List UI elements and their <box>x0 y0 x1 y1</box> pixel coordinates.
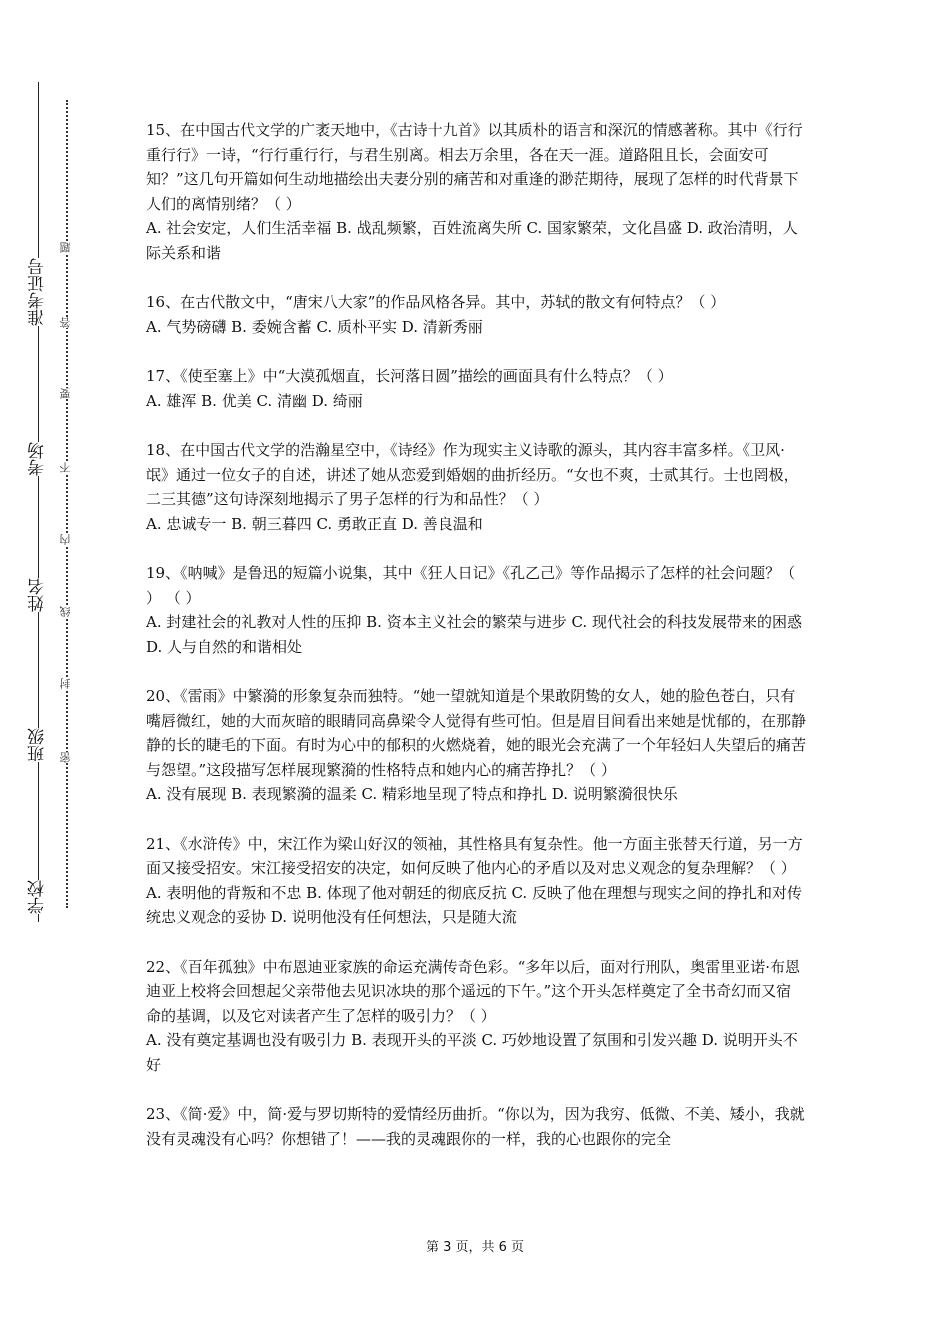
question-stem: 15、在中国古代文学的广袤天地中，《古诗十九首》以其质朴的语言和深沉的情感著称。其中《行行重行行》一诗，“行行重行行，与君生别离。相去万余里，各在天一涯。道路阻且长，会面安可知？”这几句开篇如何生动地描绘出夫妻分别的痛苦和对重逢的渺茫期待，展现了怎样的时代背景下人们的离情别绪？（ ） <box>146 121 803 213</box>
seal-char: 不 <box>59 462 72 473</box>
margin-label-exam-room: 考场 <box>18 442 58 476</box>
margin-label-exam-id: 准考证号 <box>18 258 58 326</box>
margin-label-school: 学校 <box>18 880 58 914</box>
question-list <box>146 118 806 1176</box>
question-stem: 18、在中国古代文学的浩瀚星空中，《诗经》作为现实主义诗歌的源头，其内容丰富多样。《卫风·氓》通过一位女子的自述，讲述了她从恋爱到婚姻的曲折经历。“女也不爽，士贰其行。士也罔极，二三其德”这句诗深刻地揭示了男子怎样的行为和品性？（ ） <box>146 441 799 508</box>
seal-char: 答 <box>59 317 72 328</box>
seal-char: 密 <box>59 752 72 763</box>
question <box>146 955 806 1078</box>
seal-char: 要 <box>59 388 72 399</box>
binding-solid-line <box>38 82 39 922</box>
seal-char: 线 <box>59 606 72 617</box>
question-stem: 21、《水浒传》中，宋江作为梁山好汉的领袖，其性格具有复杂性。他一方面主张替天行道，另一方面又接受招安。宋江接受招安的决定，如何反映了他内心的矛盾以及对忠义观念的复杂理解？（ ） <box>146 834 803 877</box>
question-stem: 17、《使至塞上》中“大漠孤烟直，长河落日圆”描绘的画面具有什么特点？（ ） <box>146 367 673 385</box>
question <box>146 561 806 659</box>
question <box>146 118 806 265</box>
question <box>146 290 806 339</box>
question <box>146 1102 806 1151</box>
question-options: A. 社会安定，人们生活幸福 B. 战乱频繁，百姓流离失所 C. 国家繁荣，文化昌盛 D. 政治清明，人际关系和谐 <box>146 219 798 262</box>
question <box>146 832 806 930</box>
seal-char: 题 <box>59 242 72 253</box>
question-options: A. 忠诚专一 B. 朝三暮四 C. 勇敢正直 D. 善良温和 <box>146 514 483 533</box>
question-stem: 16、在古代散文中，“唐宋八大家”的作品风格各异。其中，苏轼的散文有何特点？（ ） <box>146 293 726 311</box>
question <box>146 438 806 536</box>
binding-dotted-line <box>66 100 68 908</box>
seal-char: 内 <box>59 534 72 545</box>
binding-margin <box>0 0 95 1344</box>
margin-label-name: 姓名 <box>18 578 58 612</box>
question-stem: 20、《雷雨》中繁漪的形象复杂而独特。“她一望就知道是个果敢阴鸷的女人，她的脸色苍白，只有嘴唇微红，她的大而灰暗的眼睛同高鼻梁令人觉得有些可怕。但是眉目间看出来她是忧郁的，在那静静的长的睫毛的下面。有时为心中的郁积的火燃烧着，她的眼光会充满了一个年轻妇人失望后的痛苦与怨望。”这段描写怎样展现繁漪的性格特点和她内心的痛苦挣扎？（ ） <box>146 687 807 779</box>
question-options: A. 气势磅礴 B. 委婉含蓄 C. 质朴平实 D. 清新秀丽 <box>146 317 483 336</box>
question-options: A. 雄浑 B. 优美 C. 清幽 D. 绮丽 <box>146 391 363 410</box>
margin-label-class: 班级 <box>18 728 58 762</box>
question <box>146 364 806 413</box>
question-options: A. 没有奠定基调也没有吸引力 B. 表现开头的平淡 C. 巧妙地设置了氛围和引发兴趣 D. 说明开头不好 <box>146 1031 798 1074</box>
seal-char: 封 <box>59 678 72 689</box>
question-stem: 19、《呐喊》是鲁迅的短篇小说集，其中《狂人日记》《孔乙己》等作品揭示了怎样的社会问题？（ ） （ ） <box>146 564 796 607</box>
question-stem: 23、《简·爱》中，简·爱与罗切斯特的爱情经历曲折。“你以为，因为我穷、低微、不美、矮小，我就没有灵魂没有心吗？你想错了！——我的灵魂跟你的一样，我的心也跟你的完全 <box>146 1105 805 1148</box>
question <box>146 684 806 807</box>
question-options: A. 封建社会的礼教对人性的压抑 B. 资本主义社会的繁荣与进步 C. 现代社会的科技发展带来的困惑 D. 人与自然的和谐相处 <box>146 613 802 656</box>
question-options: A. 表明他的背叛和不忠 B. 体现了他对朝廷的彻底反抗 C. 反映了他在理想与现实之间的挣扎和对传统忠义观念的妥协 D. 说明他没有任何想法，只是随大流 <box>146 883 802 926</box>
page-number: 第 3 页，共 6 页 <box>425 1240 525 1255</box>
question-stem: 22、《百年孤独》中布恩迪亚家族的命运充满传奇色彩。“多年以后，面对行刑队，奥雷里亚诺·布恩迪亚上校将会回想起父亲带他去见识冰块的那个遥远的下午。”这个开头怎样奠定了全书奇幻而又宿命的基调，以及它对读者产生了怎样的吸引力？（ ） <box>146 957 801 1025</box>
question-options: A. 没有展现 B. 表现繁漪的温柔 C. 精彩地呈现了特点和挣扎 D. 说明繁漪很快乐 <box>146 785 678 803</box>
